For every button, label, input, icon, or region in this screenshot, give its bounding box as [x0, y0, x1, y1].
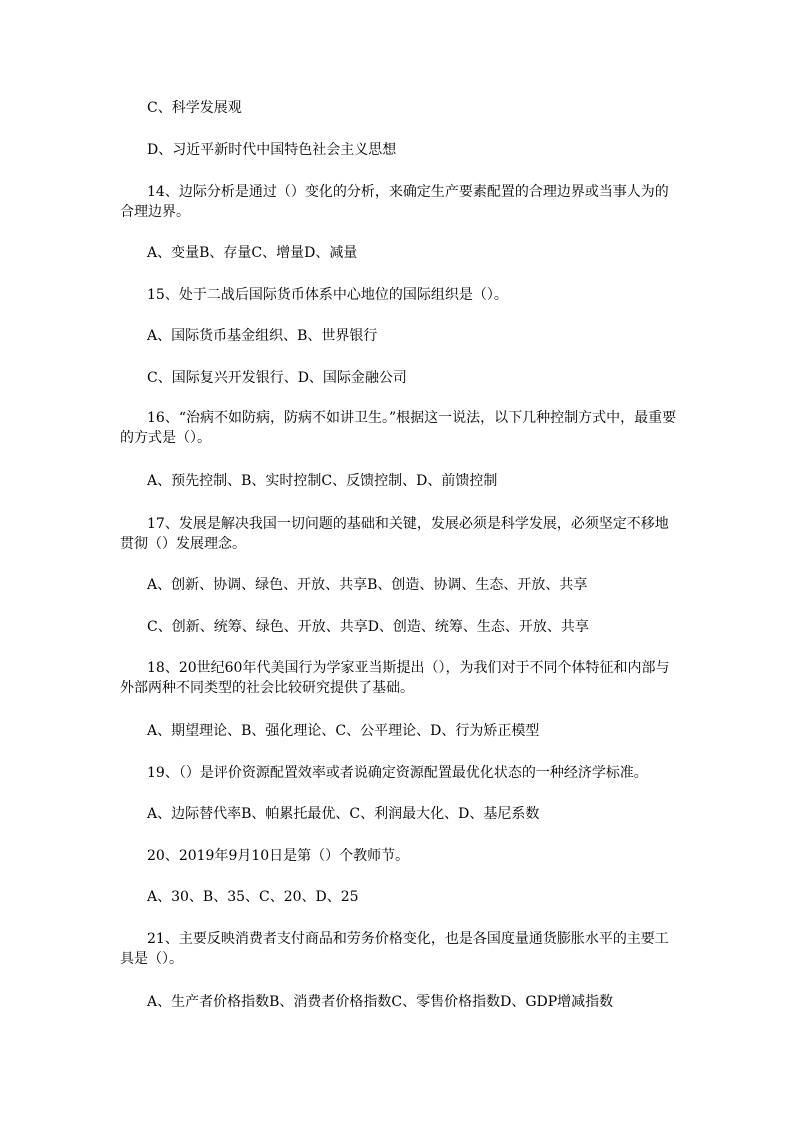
- question-18: 18、20世纪60年代美国行为学家亚当斯提出（），为我们对于不同个体特征和内部与外部两种不同类型的社会比较研究提供了基础。: [120, 660, 670, 696]
- option-line: C、国际复兴开发银行、D、国际金融公司: [147, 370, 407, 386]
- option-line: D、习近平新时代中国特色社会主义思想: [147, 142, 397, 158]
- question-14: 14、边际分析是通过（）变化的分析，来确定生产要素配置的合理边界或当事人为的合理边界。: [120, 184, 669, 220]
- option-line: A、期望理论、B、强化理论、C、公平理论、D、行为矫正模型: [147, 723, 540, 739]
- option-line: A、30、B、35、C、20、D、25: [147, 889, 359, 905]
- question-17: 17、发展是解决我国一切问题的基础和关键，发展必须是科学发展，必须坚定不移地贯彻（）发展理念。: [120, 516, 669, 552]
- option-line: A、变量B、存量C、增量D、减量: [147, 245, 358, 261]
- option-line: A、国际货币基金组织、B、世界银行: [147, 328, 378, 344]
- option-line: A、创新、协调、绿色、开放、共享B、创造、协调、生态、开放、共享: [147, 577, 588, 593]
- option-line: A、预先控制、B、实时控制C、反馈控制、D、前馈控制: [147, 473, 498, 489]
- option-line: A、边际替代率B、帕累托最优、C、利润最大化、D、基尼系数: [147, 806, 540, 822]
- question-20: 20、2019年9月10日是第（）个教师节。: [147, 848, 410, 864]
- question-19: 19、（）是评价资源配置效率或者说确定资源配置最优化状态的一种经济学标准。: [147, 765, 648, 781]
- question-16: 16、“治病不如防病，防病不如讲卫生。”根据这一说法，以下几种控制方式中，最重要的方式是（）。: [120, 410, 677, 446]
- question-15: 15、处于二战后国际货币体系中心地位的国际组织是（）。: [147, 287, 508, 303]
- option-line: C、创新、统筹、绿色、开放、共享D、创造、统筹、生态、开放、共享: [147, 619, 589, 635]
- option-line: A、生产者价格指数B、消费者价格指数C、零售价格指数D、GDP增减指数: [147, 994, 614, 1010]
- option-line: C、科学发展观: [147, 100, 242, 116]
- question-21: 21、主要反映消费者支付商品和劳务价格变化，也是各国度量通货膨胀水平的主要工具是（）。: [120, 931, 669, 967]
